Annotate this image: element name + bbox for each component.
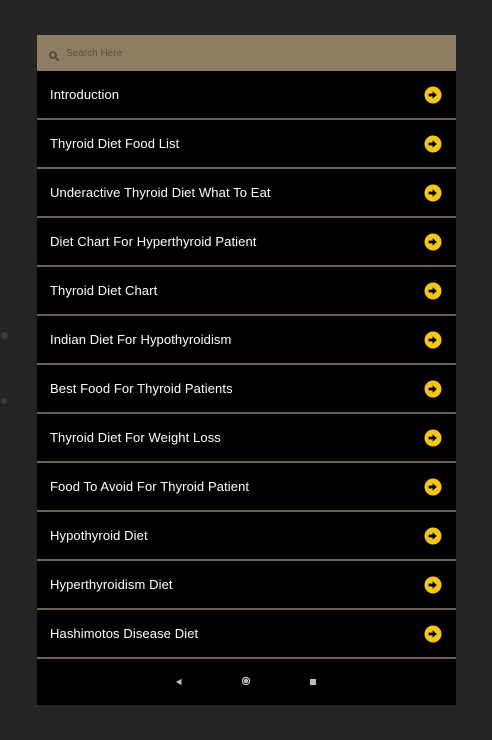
list-item[interactable] (37, 365, 456, 414)
arrow-right-circle-icon (424, 429, 442, 447)
arrow-right-circle-icon (424, 233, 442, 251)
arrow-right-circle-icon (424, 184, 442, 202)
arrow-right-circle-icon (424, 478, 442, 496)
list-item-label: Hashimotos Disease Diet (50, 626, 199, 641)
arrow-right-circle-icon (424, 135, 442, 153)
list-item[interactable] (37, 610, 456, 659)
list-item[interactable] (37, 414, 456, 463)
list-item-label: Underactive Thyroid Diet What To Eat (50, 185, 271, 200)
list-item[interactable] (37, 71, 456, 120)
list-item-label: Hypothyroid Diet (50, 528, 148, 543)
arrow-right-circle-icon (424, 625, 442, 643)
recents-square-icon (309, 673, 317, 691)
list-item-label: Best Food For Thyroid Patients (50, 381, 233, 396)
list-item-label: Thyroid Diet Chart (50, 283, 158, 298)
search-input[interactable] (66, 48, 406, 59)
recents-button[interactable] (303, 675, 323, 689)
list-item[interactable] (37, 512, 456, 561)
back-button[interactable] (169, 675, 189, 689)
arrow-right-circle-icon (424, 282, 442, 300)
list-item-label: Diet Chart For Hyperthyroid Patient (50, 234, 257, 249)
list-item-label: Introduction (50, 87, 120, 102)
list-item[interactable] (37, 316, 456, 365)
search-icon (49, 48, 59, 58)
list-item-label: Thyroid Diet Food List (50, 136, 180, 151)
search-bar (37, 35, 456, 71)
side-sensor-dot-upper (1, 332, 8, 339)
topic-list (37, 71, 456, 659)
list-item[interactable] (37, 120, 456, 169)
arrow-right-circle-icon (424, 576, 442, 594)
home-circle-icon (241, 673, 251, 691)
system-navigation-bar (37, 655, 456, 705)
list-item[interactable] (37, 561, 456, 610)
list-item[interactable] (37, 267, 456, 316)
home-button[interactable] (236, 675, 256, 689)
arrow-right-circle-icon (424, 86, 442, 104)
list-item[interactable] (37, 218, 456, 267)
back-triangle-icon (175, 673, 183, 691)
arrow-right-circle-icon (424, 527, 442, 545)
arrow-right-circle-icon (424, 380, 442, 398)
list-item-label: Food To Avoid For Thyroid Patient (50, 479, 250, 494)
list-item[interactable] (37, 463, 456, 512)
list-item[interactable] (37, 169, 456, 218)
list-item-label: Hyperthyroidism Diet (50, 577, 173, 592)
list-item-label: Indian Diet For Hypothyroidism (50, 332, 232, 347)
app-screen (37, 35, 456, 705)
list-item-label: Thyroid Diet For Weight Loss (50, 430, 221, 445)
side-sensor-dot-lower (1, 398, 7, 404)
arrow-right-circle-icon (424, 331, 442, 349)
